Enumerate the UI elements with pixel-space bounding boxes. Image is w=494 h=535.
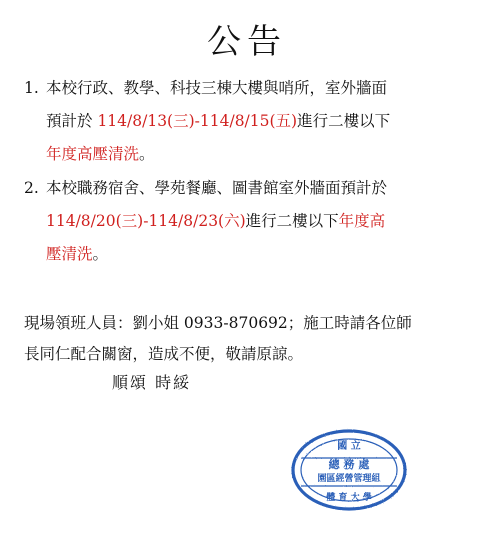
contact-line-1: 現場領班人員：劉小姐 0933-870692；施工時請各位師 [24,314,412,332]
announcement-title: 公告 [207,22,287,62]
item-text-line1: 本校職務宿舍、學苑餐廳、圖書館室外牆面預計於 [46,179,388,197]
office-seal-stamp [290,428,408,512]
item-date-range: 114/8/20(三)-114/8/23(六) [46,212,246,230]
item-highlight-text-start: 年度高 [338,212,386,230]
closing-salutation: 順頌 時綏 [112,373,192,392]
item-text-line2-mid: 進行二樓以下 [245,212,339,230]
notice-item-2 [24,172,464,271]
item-highlight-text-end: 壓清洗 [46,245,93,263]
contact-line-2: 長同仁配合關窗，造成不便，敬請原諒。 [24,345,304,363]
item-date-range: 114/8/13(三)-114/8/15(五) [97,112,298,130]
notice-item-1 [24,72,464,171]
item-highlight-text: 年度高壓清洗 [46,145,140,163]
seal-lower-text: 園區經營管理組 [317,474,381,484]
item-text-line2-start: 預計於 [46,112,98,130]
item-text-line2-end: 進行二樓以下 [297,112,391,130]
seal-middle-text: 總 務 處 [328,458,370,471]
seal-top-text: 國 立 [337,441,361,452]
item-number: 1. [24,79,39,97]
item-number: 2. [24,179,39,197]
item-period: 。 [139,145,155,163]
item-text-line1: 本校行政、教學、科技三棟大樓與哨所，室外牆面 [46,79,388,97]
seal-bottom-text: 體 育 大 學 [326,493,372,503]
item-period: 。 [92,245,109,263]
contact-info [24,308,474,370]
